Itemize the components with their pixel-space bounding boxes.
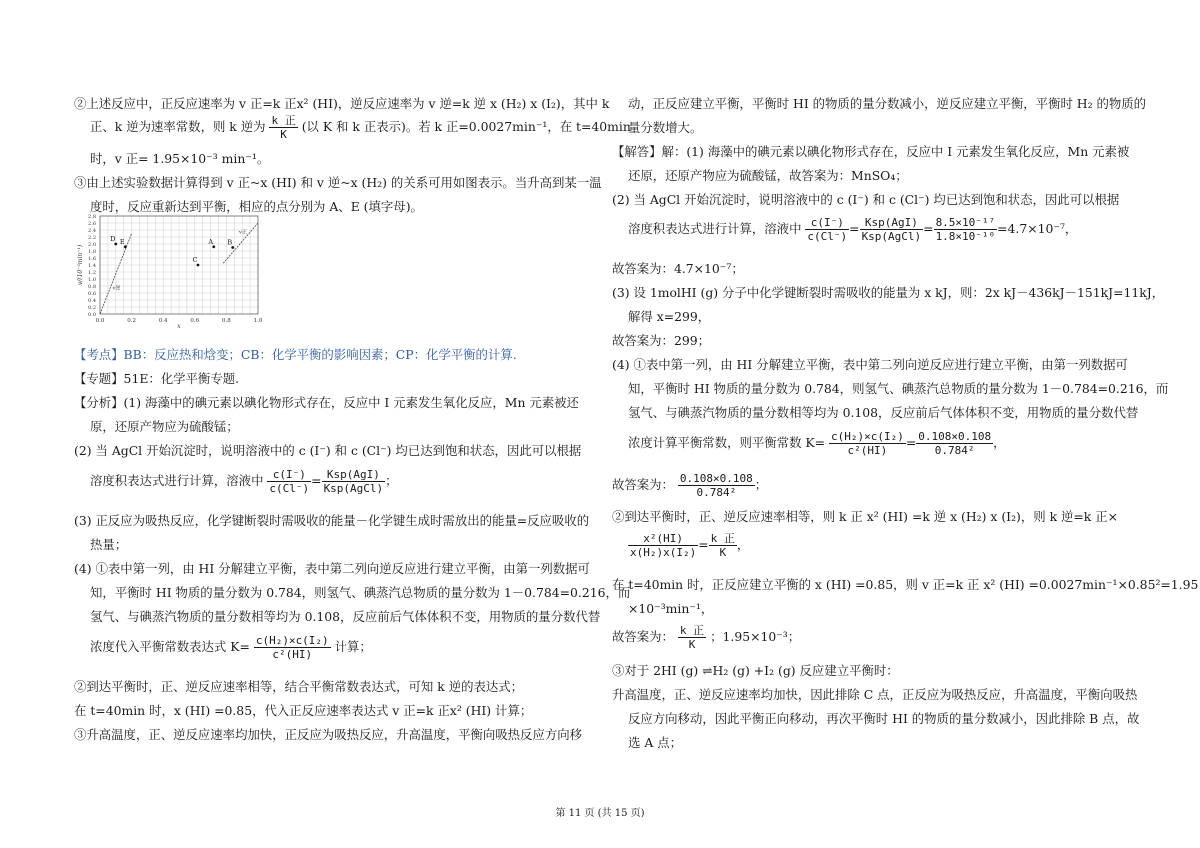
text-line: ②上述反应中，正反应速率为 v 正=k 正x² (HI)，逆反应速率为 v 逆=k 逆 x (H₂) x (I₂)，其中 k [74,96,610,111]
text-line: 知，平衡时 HI 物质的量分数为 0.784，则氢气、碘蒸汽总物质的量分数为 1－0.784=0.216，而 [90,585,631,600]
fraction [934,216,998,243]
text-line: ②到达平衡时，正、逆反应速率相等，结合平衡常数表达式，可知 k 逆的表达式； [74,679,524,694]
data-point-label: C [192,256,198,264]
text-line: 溶度积表达式进行计算，溶液中 $\frac{c(I^-)}{c(Cl^-)}$ = $\frac{\text{Ksp(AgI)}}{\text{Ksp(AgCl)}}$ = $\frac{\text{8.5×10⁻¹⁷}}{\text{1.8×10⁻¹⁰}}$ =4.7×10⁻⁷， [628,216,1078,243]
y-tick-label: 1.8 [88,249,96,255]
text-span: ；1.95×10⁻³； [710,629,801,644]
text-line: ③由上述实验数据计算得到 v 正~x (HI) 和 v 逆~x (H₂) 的关系可用如图表示。当升高到某一温 [74,175,602,190]
frac-num: k 正 [271,114,296,127]
frac-num: 0.108×0.108 [679,472,753,485]
frac-num: k 正 [710,532,735,545]
frac-num: 8.5×10⁻¹⁷ [935,216,996,229]
text-line: 热量； [90,537,128,552]
y-tick-label: 0.8 [88,284,96,290]
frac-num: x²(HI) [628,532,698,546]
text-line: 故答案为：299； [612,333,710,348]
fraction [916,430,993,457]
x-tick-label: 0.2 [127,318,136,324]
frac-den: K [280,128,287,141]
text-line: 度时，反应重新达到平衡，相应的点分别为 A、E (填字母)。 [90,199,423,214]
frac-den: Ksp(AgCl) [323,482,384,495]
x-tick-label: 0.8 [222,318,231,324]
fraction [267,468,311,495]
text-line: 升高温度，正、逆反应速率均加快，因此排除 C 点，正反应为吸热反应，升高温度，平衡向吸热 [612,687,1138,702]
text-line: 知，平衡时 HI 物质的量分数为 0.784，则氢气、碘蒸汽总物质的量分数为 1－0.784=0.216，而 [628,381,1169,396]
text-span: 计算； [334,639,372,654]
fraction [678,624,706,651]
text-line: 在 t=40min 时，正反应建立平衡的 x (HI) =0.85，则 v 正=k 正 x² (HI) =0.0027min⁻¹×0.85²=1.95 [612,577,1199,592]
text-line: $\frac{\text{x²(HI)}}{\text{x(H₂)x(I₂)}}$ = $\frac{\text{k 正}}{K}$ ， [630,532,750,559]
page-footer: 第 11 页 (共 15 页) [555,808,645,819]
line-label: v逆 [112,285,121,292]
y-tick-label: 1.6 [88,256,96,262]
text-line: 氢气、与碘蒸汽物质的量分数相等均为 0.108，反应前后气体体积不变，用物质的量分数代替 [628,405,1139,420]
frac-num: 0.108×0.108 [918,430,992,443]
data-point [231,246,234,249]
text-line: 浓度计算平衡常数，则平衡常数 K= $\frac{\text{c(H₂)×c(I₂)}}{\text{c²(HI)}}$ = $\frac{0.108\times 0.108}{\text{0.784²}}$ ， [628,430,1006,457]
frac-den: c(Cl⁻) [269,482,310,495]
text-line: (4) ①表中第一列，由 HI 分解建立平衡，表中第二列向逆反应进行建立平衡，由第一列数据可 [74,561,590,576]
text-span: 浓度计算平衡常数，则平衡常数 K= [628,435,826,450]
y-tick-label: 1.4 [88,263,96,269]
text-line: 量分数增大。 [628,120,703,135]
text-line: 氢气、与碘蒸汽物质的量分数相等均为 0.108，反应前后气体体积不变，用物质的量分数代替 [90,609,601,624]
frac-num: c(H₂)×c(I₂) [255,634,329,647]
kaodian-text: 【考点】BB：反应热和焓变；CB：化学平衡的影响因素；CP：化学平衡的计算. [74,347,517,362]
y-tick-label: 0.2 [88,305,96,311]
text-line: ③对于 2HI (g) ⇌H₂ (g) +I₂ (g) 反应建立平衡时： [612,663,899,678]
y-axis-label: v/(10⁻³min⁻¹) [77,244,84,286]
text-span: 故答案为： [612,629,674,644]
text-line [612,624,800,651]
x-axis-label: x [177,323,181,328]
frac-num: c(H₂)×c(I₂) [831,430,904,443]
fraction [829,430,906,457]
frac-num: c(I⁻) [267,468,311,482]
data-point [114,243,117,246]
text-span: 溶度积表达式进行计算，溶液中 [628,221,802,236]
frac-den: 0.784² [696,486,737,499]
text-span: 正、k 逆为速率常数，则 k 逆为 [90,119,266,134]
frac-den: 1.8×10⁻¹⁰ [935,230,996,243]
text-span: (以 K 和 k 正表示)。若 k 正=0.0027min⁻¹，在 t=40min [301,119,631,134]
data-point [197,264,200,267]
fraction [860,216,924,243]
text-line: 在 t=40min 时，x (HI) =0.85，代入正反应速率表达式 v 正=k 正x² (HI) 计算； [74,703,533,718]
frac-num: Ksp(AgI) [322,468,386,482]
frac-den: c²(HI) [847,444,888,457]
text-line: 时，v 正= 1.95×10⁻³ min⁻¹。 [90,151,270,166]
frac-num: k 正 [679,624,705,637]
y-tick-label: 2.8 [88,214,96,220]
y-tick-label: 2.0 [88,242,96,248]
frac-den: c(Cl⁻) [807,230,848,243]
y-tick-label: 1.2 [88,270,96,276]
text-line: 还原，还原产物应为硫酸锰，故答案为：MnSO₄； [628,168,908,183]
data-point-label: E [119,237,125,246]
fraction [628,532,698,559]
text-line: ③升高温度，正、逆反应速率均加快，正反应为吸热反应，升高温度，平衡向吸热反应方向移 [74,727,583,742]
jieda-line: 【解答】解：(1) 海藻中的碘元素以碘化物形式存在，反应中 I 元素发生氧化反应，Mn 元素被 [612,144,1130,159]
text-line: 选 A 点； [628,735,682,750]
text-span: 故答案为： [612,477,674,492]
line-label: v正 [239,229,247,236]
x-tick-label: 0.6 [190,318,200,324]
text-line: ②到达平衡时，正、逆反应速率相等，则 k 正 x² (HI) =k 逆 x (H₂) x (I₂)，则 k 逆=k 正× [612,509,1119,524]
y-tick-label: 0.4 [88,298,96,304]
fraction [269,114,297,141]
frac-den: x(H₂)x(I₂) [630,546,697,559]
fraction [678,472,755,499]
fenxi-line: 【分析】(1) 海藻中的碘元素以碘化物形式存在，反应中 I 元素发生氧化反应，Mn 元素被还 [74,395,579,410]
text-line [90,634,372,661]
data-point-label: D [110,235,116,243]
data-point-label: B [227,238,233,247]
frac-den: c²(HI) [272,648,313,661]
text-line: (4) ①表中第一列，由 HI 分解建立平衡，表中第二列向逆反应进行建立平衡，由第一列数据可 [612,357,1128,372]
kaodian-line [74,346,517,363]
text-line: (3) 设 1molHI (g) 分子中化学键断裂时需吸收的能量为 x kJ，则：2x kJ－436kJ－151kJ=11kJ， [612,285,1165,300]
data-point-label: A [208,237,214,246]
y-tick-label: 0.0 [88,312,96,318]
text-line: ×10⁻³min⁻¹， [628,601,714,616]
frac-den: K [719,546,727,559]
y-tick-label: 2.6 [88,221,96,227]
frac-den: K [688,638,696,651]
frac-den: Ksp(AgCl) [861,230,922,243]
text-line: 反应方向移动，因此平衡正向移动，再次平衡时 HI 的物质的量分数减小，因此排除 B 点，故 [628,711,1140,726]
y-tick-label: 2.2 [88,235,96,241]
text-line: (2) 当 AgCl 开始沉淀时，说明溶液中的 c (I⁻) 和 c (Cl⁻) 均已达到饱和状态，因此可以根据 [612,192,1120,207]
text-line: 故答案为： $\frac{0.108\times 0.108}{\text{0.784²}}$ ； [612,472,768,499]
text-line: 故答案为：4.7×10⁻⁷； [612,261,744,276]
text-line: 动，正反应建立平衡，平衡时 HI 的物质的量分数减小，逆反应建立平衡，平衡时 H₂ 的物质的 [628,96,1147,111]
x-tick-label: 1.0 [253,318,263,324]
frac-den: 0.784² [934,444,975,457]
text-span: =4.7×10⁻⁷， [997,221,1078,236]
fraction [254,634,331,661]
data-point [124,245,127,248]
zhuanti-line: 【专题】51E：化学平衡专题. [74,371,240,386]
text-line: 原，还原产物应为硫酸锰； [90,419,239,434]
frac-num: c(I⁻) [805,216,849,230]
data-point [212,245,215,248]
rate-chart [74,210,274,328]
fraction [805,216,849,243]
text-line [90,114,631,141]
x-tick-label: 0.4 [158,318,168,324]
text-line: 溶度积表达式进行计算，溶液中 $\frac{c(I^-)}{c(Cl^-)}$ = $\frac{\text{Ksp(AgI)}}{\text{Ksp(AgCl)}}$ ； [90,468,398,495]
text-line: (2) 当 AgCl 开始沉淀时，说明溶液中的 c (I⁻) 和 c (Cl⁻) 均已达到饱和状态，因此可以根据 [74,443,582,458]
text-line: (3) 正反应为吸热反应，化学键断裂时需吸收的能量－化学键生成时需放出的能量=反应吸收的 [74,513,590,528]
y-tick-label: 0.6 [88,291,96,297]
text-span: 溶度积表达式进行计算，溶液中 [90,473,264,488]
frac-num: Ksp(AgI) [860,216,924,230]
y-tick-label: 1.0 [88,277,96,283]
y-tick-label: 2.4 [88,228,96,234]
fraction [322,468,386,495]
text-span: 浓度代入平衡常数表达式 K= [90,639,250,654]
text-line: 解得 x=299， [628,309,711,324]
fraction [709,532,737,559]
x-tick-label: 0.0 [95,318,105,324]
